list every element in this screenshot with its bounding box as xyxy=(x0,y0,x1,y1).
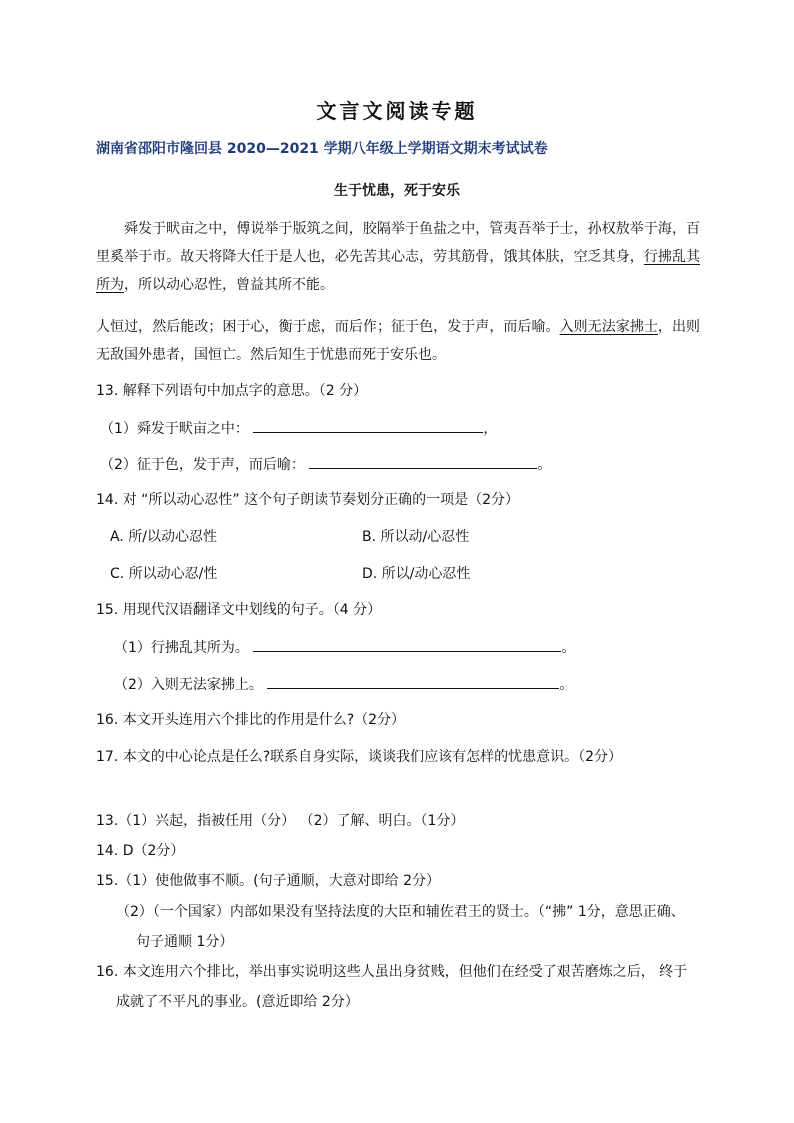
question-15-item-1 xyxy=(114,637,575,658)
item-label: （2）征于色，发于声，而后喻： xyxy=(100,457,305,473)
answer-blank[interactable] xyxy=(253,418,483,433)
page-title: 文言文阅读专题 xyxy=(316,99,478,123)
question-16-stem: 16. 本文开头连用六个排比的作用是什么?（2分） xyxy=(96,712,406,728)
question-17-stem: 17. 本文的中心论点是任么?联系自身实际，谈谈我们应该有怎样的忧患意识。（2分） xyxy=(96,749,623,765)
passage-heading: 生于忧患，死于安乐 xyxy=(334,183,460,199)
question-15-stem: 15. 用现代汉语翻译文中划线的句子。（4 分） xyxy=(96,602,382,618)
underlined-sentence: 入则无法家拂士 xyxy=(559,319,658,335)
option-d[interactable]: D. 所以/动心忍性 xyxy=(362,566,471,582)
passage-text: 舜发于畎亩之中，傅说举于版筑之间，胶隔举于鱼盐之中，管夷吾举于士，孙权敖举于海，百里奚举于市。故天将降大任于是人也，必先苦其心志，劳其筋骨，饿其体肤，空乏其身， xyxy=(96,221,700,265)
answer-blank[interactable] xyxy=(309,454,537,469)
item-label: （2）入则无法家拂上。 xyxy=(114,677,263,693)
item-end: 。 xyxy=(537,457,552,473)
question-13-item-2 xyxy=(100,454,551,475)
answer-15-2-line-2: 句子通顺 1分） xyxy=(136,934,234,950)
question-13-stem: 13. 解释下列语句中加点字的意思。（2 分） xyxy=(96,383,368,399)
exam-source: 湖南省邵阳市隆回县 2020—2021 学期八年级上学期语文期末考试试卷 xyxy=(96,141,548,157)
option-a[interactable]: A. 所/以动心忍性 xyxy=(110,529,217,545)
passage-paragraph-2 xyxy=(96,313,700,369)
question-13-item-1 xyxy=(100,418,497,439)
passage-paragraph-1 xyxy=(96,215,700,299)
answer-15-1: 15.（1）使他做事不顺。(句子通顺，大意对即给 2分） xyxy=(96,873,440,889)
question-15-item-2 xyxy=(114,674,573,695)
passage-text: 人恒过，然后能改；困于心，衡于虑，而后作；征于色，发于声，而后喻。 xyxy=(96,319,560,335)
item-label: （1）行拂乱其所为。 xyxy=(114,640,249,656)
item-end: 。 xyxy=(561,640,576,656)
answer-14: 14. D（2分） xyxy=(96,843,185,859)
answer-blank[interactable] xyxy=(267,674,559,689)
item-label: （1）舜发于畎亩之中： xyxy=(100,421,249,437)
answer-15-2-line-1: （2）（一个国家）内部如果没有坚持法度的大臣和辅佐君王的贤士。（“拂” 1分，意思正确、 xyxy=(116,904,685,920)
answer-13: 13.（1）兴起，指被任用（分） （2）了解、明白。（1分） xyxy=(96,813,465,829)
item-end: ， xyxy=(483,421,498,437)
option-c[interactable]: C. 所以动心忍/性 xyxy=(110,566,218,582)
answer-16-line-2: 成就了不平凡的事业。(意近即给 2分） xyxy=(116,994,359,1010)
option-b[interactable]: B. 所以动/心忍性 xyxy=(362,529,470,545)
passage-text: ，出则无敌国外患者，国恒亡。然后知生于忧患而死于安乐也。 xyxy=(96,319,701,363)
passage-text: ，所以动心忍性，曾益其所不能。 xyxy=(124,277,334,293)
answer-blank[interactable] xyxy=(253,637,561,652)
underlined-sentence: 行拂乱其所为 xyxy=(96,249,701,293)
item-end: 。 xyxy=(559,677,574,693)
answer-16-line-1: 16. 本文连用六个排比，举出事实说明这些人虽出身贫贱，但他们在经受了艰苦磨炼之后， 终于 xyxy=(96,964,688,980)
question-14-stem: 14. 对 “所以动心忍性” 这个句子朗读节奏划分正确的一项是（2分） xyxy=(96,492,520,508)
